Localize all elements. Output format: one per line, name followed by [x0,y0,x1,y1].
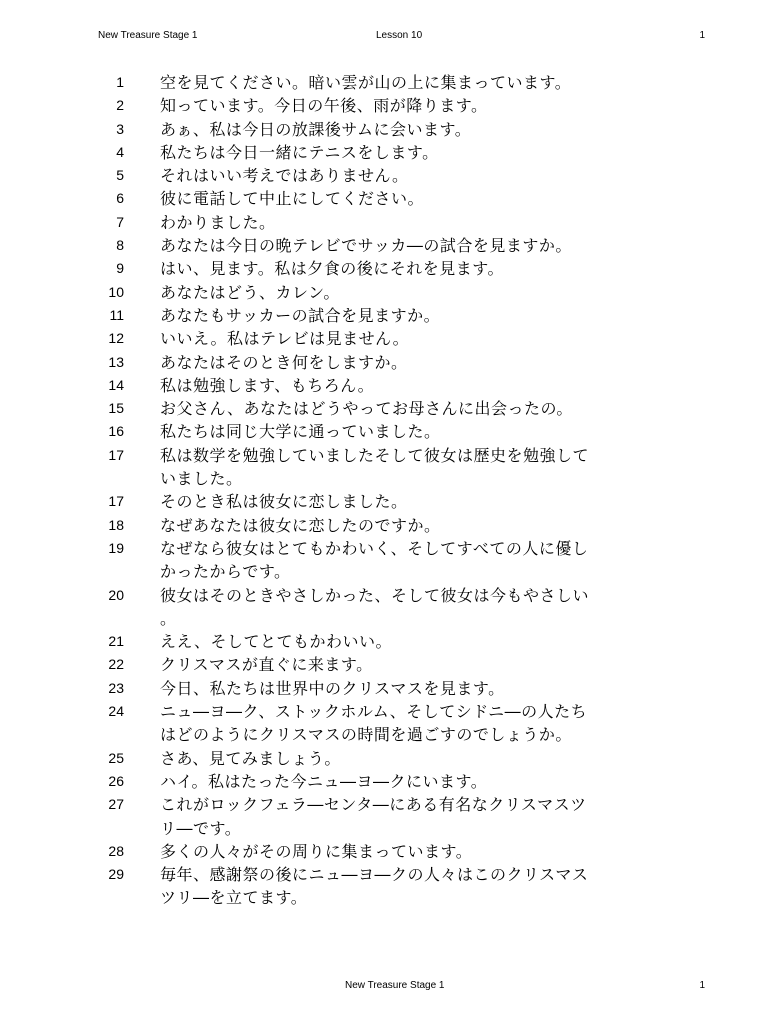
sentence-row [0,700,768,747]
sentence-number: 6 [116,190,124,207]
sentence-number: 20 [108,586,124,603]
sentence-row [0,793,768,840]
sentence-number: 29 [108,866,124,883]
sentence-text: なぜあなたは彼女に恋したのですか。 [160,515,441,535]
sentence-row [0,281,768,304]
sentence-number: 5 [116,167,124,184]
sentence-row [0,444,768,491]
sentence-row [0,187,768,210]
sentence-row [0,118,768,141]
sentence-row [0,351,768,374]
sentence-text: ええ、そしてとてもかわいい。 [160,632,392,652]
sentence-text: なぜなら彼女はとてもかわいく、そしてすべての人に優し かったからです。 [160,538,589,582]
sentence-text: あなたはどう、カレン。 [160,282,340,302]
sentence-number: 15 [108,400,124,417]
sentence-number: 27 [108,796,124,813]
sentence-text: わかりました。 [160,212,276,232]
sentence-number: 18 [108,516,124,533]
sentence-text: はい、見ます。私は夕食の後にそれを見ます。 [160,259,504,279]
sentence-text: あなたもサッカーの試合を見ますか。 [160,305,441,325]
sentence-list [0,71,768,910]
sentence-number: 14 [108,376,124,393]
sentence-text: これがロックフェラ―センタ―にある有名なクリスマスツ リ―です。 [160,795,587,838]
sentence-row [0,584,768,631]
header-lesson: Lesson 10 [376,30,423,41]
sentence-row [0,397,768,420]
sentence-row [0,211,768,234]
sentence-number: 21 [108,633,124,650]
sentence-text: ニュ―ヨ―ク、ストックホルム、そしてシドニ―の人たち はどのようにクリスマスの時間を過ごすのでしょうか。 [160,702,588,745]
sentence-text: お父さん、あなたはどうやってお母さんに出会ったの。 [160,399,573,419]
sentence-row [0,514,768,537]
sentence-row [0,141,768,164]
sentence-row [0,840,768,863]
page-footer [0,980,768,994]
page-header [0,30,768,44]
sentence-text: 空を見てください。暗い雲が山の上に集まっています。 [160,73,572,92]
sentence-text: 毎年、感謝祭の後にニュ―ヨ―クの人々はこのクリスマス ツリ―を立てます。 [160,865,589,908]
sentence-row [0,420,768,443]
sentence-number: 1 [116,74,124,90]
sentence-number: 22 [108,656,124,673]
sentence-number: 17 [108,446,124,463]
sentence-text: 彼女はそのときやさしかった、そして彼女は今もやさしい 。 [160,585,590,628]
sentence-text: いいえ。私はテレビは見ません。 [160,329,410,349]
sentence-number: 10 [108,283,124,300]
sentence-text: そのとき私は彼女に恋しました。 [160,492,408,512]
sentence-number: 11 [109,306,124,323]
sentence-text: 彼に電話して中止にしてください。 [160,189,425,209]
sentence-row [0,257,768,280]
sentence-text: あなたは今日の晩テレビでサッカ―の試合を見ますか。 [160,236,572,256]
sentence-text: それはいい考えではありません。 [160,166,409,186]
sentence-number: 7 [116,213,124,230]
sentence-number: 2 [116,97,124,114]
sentence-number: 19 [108,539,124,556]
sentence-text: 私たちは同じ大学に通っていました。 [160,422,441,442]
sentence-number: 23 [108,679,124,696]
sentence-number: 17 [108,493,124,510]
sentence-text: あぁ、私は今日の放課後サムに会います。 [160,119,472,139]
sentence-row [0,677,768,700]
sentence-row [0,327,768,350]
sentence-text: 今日、私たちは世界中のクリスマスを見ます。 [160,678,505,698]
sentence-text: クリスマスが直ぐに来ます。 [160,655,373,675]
sentence-text: 私は勉強します、もちろん。 [160,375,375,395]
sentence-row [0,71,768,94]
sentence-row [0,770,768,793]
footer-page-number: 1 [699,980,705,991]
sentence-row [0,653,768,676]
sentence-row [0,747,768,770]
sentence-text: あなたはそのとき何をしますか。 [160,352,408,372]
sentence-row [0,234,768,257]
sentence-row [0,490,768,513]
header-title: New Treasure Stage 1 [98,30,198,41]
sentence-number: 26 [108,772,124,789]
sentence-number: 8 [116,237,124,254]
sentence-number: 12 [108,330,124,347]
sentence-text: 知っています。今日の午後、雨が降ります。 [160,96,488,116]
sentence-number: 28 [108,842,124,859]
sentence-row [0,94,768,117]
sentence-text: ハイ。私はたった今ニュ―ヨ―クにいます。 [160,771,488,791]
sentence-row [0,304,768,327]
sentence-number: 16 [108,423,124,440]
sentence-row [0,537,768,584]
sentence-number: 24 [108,703,124,720]
sentence-row [0,863,768,910]
sentence-number: 3 [116,120,124,137]
sentence-text: 多くの人々がその周りに集まっています。 [160,841,473,861]
sentence-row [0,374,768,397]
sentence-text: 私は数学を勉強していましたそして彼女は歴史を勉強して いました。 [160,445,590,489]
sentence-number: 9 [116,260,124,277]
sentence-text: 私たちは今日一緒にテニスをします。 [160,142,439,162]
sentence-number: 4 [116,143,124,160]
sentence-row [0,630,768,653]
sentence-number: 13 [108,353,124,370]
sentence-text: さあ、見てみましょう。 [160,748,341,768]
header-page-number: 1 [699,30,705,41]
footer-title: New Treasure Stage 1 [345,980,445,991]
sentence-number: 25 [108,749,124,766]
sentence-row [0,164,768,187]
